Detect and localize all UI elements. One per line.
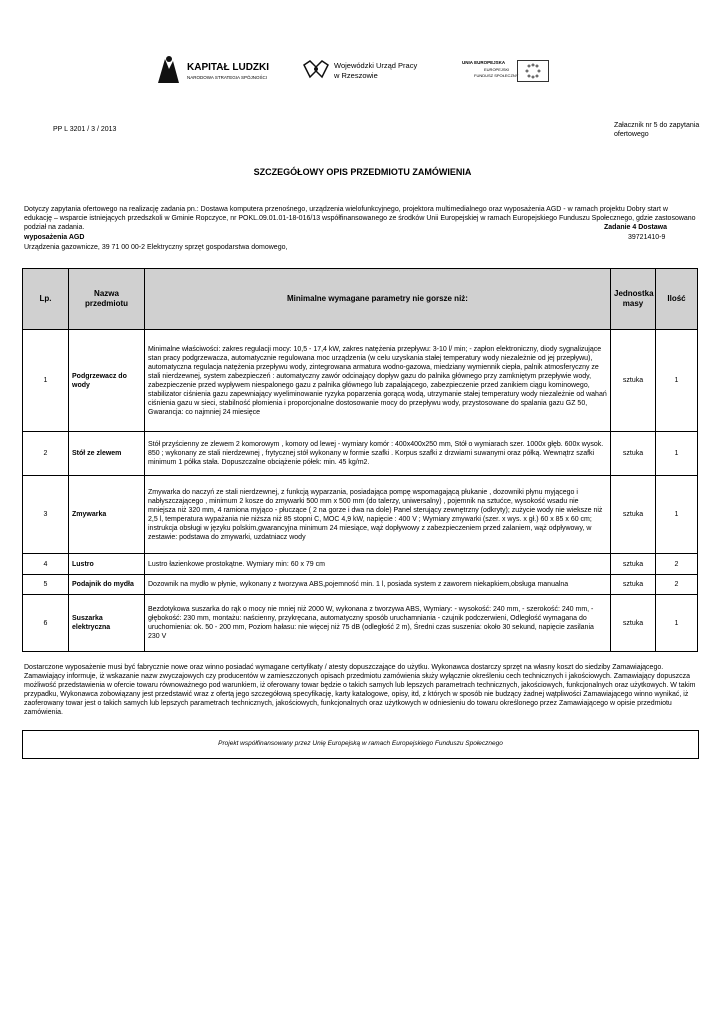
table-row bbox=[23, 330, 698, 432]
row-lp: 1 bbox=[23, 330, 69, 432]
row-lp: 2 bbox=[23, 432, 69, 476]
ue-line1: UNIA EUROPEJSKA bbox=[462, 60, 506, 65]
row-name: Zmywarka bbox=[69, 476, 145, 554]
footer-box bbox=[22, 730, 699, 759]
row-name: Lustro bbox=[69, 554, 145, 575]
footer-text: Projekt współfinansowany przez Unię Europejską w ramach Europejskiego Funduszu Społecznego bbox=[218, 740, 503, 747]
table-row bbox=[23, 432, 698, 476]
page-title: SZCZEGÓŁOWY OPIS PRZEDMIOTU ZAMÓWIENIA bbox=[253, 167, 472, 177]
row-params: Dozownik na mydło w płynie, wykonany z tworzywa ABS,pojemność min. 1 l, posiada system z zaworem niekapkiem,obsługa manualna bbox=[145, 575, 611, 595]
row-unit: sztuka bbox=[611, 554, 656, 575]
row-qty: 1 bbox=[656, 595, 698, 652]
table-row bbox=[23, 554, 698, 575]
cpv-code: 39721410-9 bbox=[628, 234, 666, 241]
wup-logo bbox=[302, 57, 432, 85]
attachment-label-line2: ofertowego bbox=[614, 131, 649, 138]
ue-line2: EUROPEJSKI bbox=[484, 67, 510, 72]
row-name: Podgrzewacz do wody bbox=[69, 330, 145, 432]
ue-logo bbox=[462, 60, 552, 84]
row-qty: 1 bbox=[656, 476, 698, 554]
ue-line3: FUNDUSZ SPOŁECZNY bbox=[474, 73, 519, 78]
row-lp: 5 bbox=[23, 575, 69, 595]
intro-text: Dotyczy zapytania ofertowego na realizację zadania pn.: Dostawa komputera przenośnego, urządzenia wielofunkcyjnego, projektora multimedialnego oraz wyposażenia AGD - w ramach projektu Dobry start w edukację – wsparcie istniejących przedszkoli w Gminie Ropczyce, nr POKL.09.01.01-18-016/13 współfinansowanego ze środków Unii Europejskiej w ramach Europejskiego Funduszu Społecznego, gdzie zastosowano podział na zadania. bbox=[24, 206, 696, 231]
header-params: Minimalne wymagane parametry nie gorsze niż: bbox=[145, 269, 611, 330]
specification-table bbox=[22, 268, 698, 652]
kapital-ludzki-logo bbox=[155, 55, 275, 87]
cpv-description: Urządzenia gazownicze, 39 71 00 00-2 Elektryczny sprzęt gospodarstwa domowego, bbox=[24, 244, 288, 251]
row-qty: 2 bbox=[656, 554, 698, 575]
table-row bbox=[23, 575, 698, 595]
eu-flag-icon bbox=[517, 60, 549, 82]
row-unit: sztuka bbox=[611, 432, 656, 476]
kapital-ludzki-icon bbox=[155, 55, 181, 85]
row-unit: sztuka bbox=[611, 330, 656, 432]
row-lp: 6 bbox=[23, 595, 69, 652]
row-name: Podajnik do mydła bbox=[69, 575, 145, 595]
row-qty: 1 bbox=[656, 432, 698, 476]
row-unit: sztuka bbox=[611, 575, 656, 595]
task-label: Zadanie 4 Dostawa bbox=[604, 224, 668, 231]
row-name: Suszarka elektryczna bbox=[69, 595, 145, 652]
wup-line1: Wojewódzki Urząd Pracy bbox=[334, 61, 418, 70]
kapital-ludzki-subtitle: NARODOWA STRATEGIA SPÓJNOŚCI bbox=[187, 75, 268, 80]
kapital-ludzki-title: KAPITAŁ LUDZKI bbox=[187, 62, 270, 73]
row-params: Zmywarka do naczyń ze stali nierdzewnej, z funkcją wyparzania, posiadająca pompę wspomagającą płukanie , dozowniki płynu myjącego i nabłyszczającego , minimum 2 kosze do zmywarki 500 mm x 500 mm (do talerzy, uniwersalny) , pojemnik na sztućce, wysokość wsadu nie mniejsza niż 320 mm, 4 ramiona myjąco - płuczące ( 2 na gorze i dwa na dole) Panel sterujący zewnętrzny (odkryty); zużycie wody nie wieksze niż 2,5 l, temperatura wypażania nie niższa niż 85 stopni C, MOC 4,9 kW, napięcie : 400 V ; Wymiary zmywarki (szer. x wys. x gł.) 60 x 85 x 60 cm; instrukcja obsługi w języku polskim,gwarancyjna minimum 24 miesiące, wąż dopływowy z zabezpieczeniem przed zalaniem, wąż odpływowy, w zestawie: podstawa do zmywarki, uzdatniacz wody bbox=[145, 476, 611, 554]
header-qty: Ilość bbox=[656, 269, 698, 330]
task-subtitle: wyposażenia AGD bbox=[24, 234, 85, 241]
row-qty: 2 bbox=[656, 575, 698, 595]
delivery-note: Dostarczone wyposażenie musi być fabrycznie nowe oraz winno posiadać wymagane certyfikaty / atesty dopuszczające do użytku. Wykonawca dostarczy sprzęt na własny koszt do siedziby Zamawiającego. Zamawiający informuje, iż wskazanie nazw zwyczajowych czy producentów w zamieszczonych opisach przedmiotu zamówienia służy wyłącznie określeniu cech technicznych i jakościowych. Zamawiający dopuszcza możliwość przedstawienia w ofercie towaru równoważnego pod warunkiem, iż oferowany towar będzie o takich samych lub lepszych parametrach technicznych, jakościowych, funkcjonalnych oraz użytkowych. W takim przypadku, Wykonawca zobowiązany jest przedstawić wraz z ofertą jego szczegółową specyfikację, karty katalogowe, opisy, itd, z których w sposób nie budzący żadnej wątpliwości Zamawiającego winno wynikać, iż zaoferowany towar jest o takich samych lub lepszych parametrach technicznych, jakościowych, funkcjonalnych oraz użytkowych w odniesieniu do towaru określonego przez Zamawiającego w opisie przedmiotu zamówienia. bbox=[24, 664, 696, 716]
row-qty: 1 bbox=[656, 330, 698, 432]
row-name: Stół ze zlewem bbox=[69, 432, 145, 476]
row-lp: 3 bbox=[23, 476, 69, 554]
row-params: Stół przyścienny ze zlewem 2 komorowym , komory od lewej - wymiary komór : 400x400x250 mm, Stół o wymiarach szer. 1000x głęb. 600x wysok. 850 ; wykonany ze stali nierdzewnej , frytycznej stół wykonany w formie szafki . Korpus szafki z drzwiami suwanymi oraz półką. Wewnątrz szafki minimum 1 półka stała. Dopuszczalne obciążenie półek: min. 45 kg/m2. bbox=[145, 432, 611, 476]
row-unit: sztuka bbox=[611, 595, 656, 652]
row-params: Minimalne właściwości: zakres regulacji mocy: 10,5 - 17,4 kW, zakres natężenia przepływu: 3-10 l/ min; - zapłon elektroniczny, diody sygnalizujące stan pracy podgrzewacza, automatycznie regulowana moc urządzenia (w celu uzyskania stałej temperatury wody niezależnie od jej przepływu), automatyczna regulacja natężenia przepływu wody, zintegrowana armatura wodno-gazowa, miedziany wymiennik ciepła, palnik atmosferyczny ze stali nierdzewnej, system zabezpieczeń : automatyczny zawór odcinający dopływ gazu do palnika głównego przy zamkniętym przepływie wody, zabezpieczenie przed wypływem niespalonego gazu z palnika głównego lub zapalającego, zabezpieczenie przed zanikiem ciągu kominowego, stabilizator ciśnienia gazu zapewniający wyeliminowanie ryzyka poparzenia gorącą wodą, utrzymanie stałej temperatury wody niezależnie od wahań ciśnienia gazu w sieci, stabilność płomienia i proporcjonalne dostosowanie mocy do przepływu wody, przystosowane do spalania gazu GZ 50, Gwarancja: co najmniej 24 miesięce bbox=[145, 330, 611, 432]
header-name: Nazwa przedmiotu bbox=[69, 269, 145, 330]
row-lp: 4 bbox=[23, 554, 69, 575]
header-unit: Jednostka masy bbox=[611, 269, 656, 330]
row-params: Lustro łazienkowe prostokątne. Wymiary min: 60 x 79 cm bbox=[145, 554, 611, 575]
row-params: Bezdotykowa suszarka do rąk o mocy nie mniej niż 2000 W, wykonana z tworzywa ABS, Wymiary: - wysokość: 240 mm, - szerokość: 240 mm, - głębokość: 230 mm, montażu: naścienny, przykręcana, automatyczny sposób uruchamniania - czujnik podczerwieni, Odległość wymagana do uruchomienia: ok. 50 - 200 mm, Poziom hałasu: nie więcej niż 75 dB (odległość 2 m), Średni czas suszenia: około 30 sekund, napięcie zasilania 230 V bbox=[145, 595, 611, 652]
wup-line2: w Rzeszowie bbox=[334, 71, 378, 80]
table-row bbox=[23, 476, 698, 554]
table-row bbox=[23, 595, 698, 652]
header-lp: Lp. bbox=[23, 269, 69, 330]
wup-emblem-icon bbox=[302, 59, 330, 81]
attachment-label-line1: Załacznik nr 5 do zapytania bbox=[614, 122, 700, 129]
row-unit: sztuka bbox=[611, 476, 656, 554]
document-reference: PP L 3201 / 3 / 2013 bbox=[53, 126, 117, 133]
